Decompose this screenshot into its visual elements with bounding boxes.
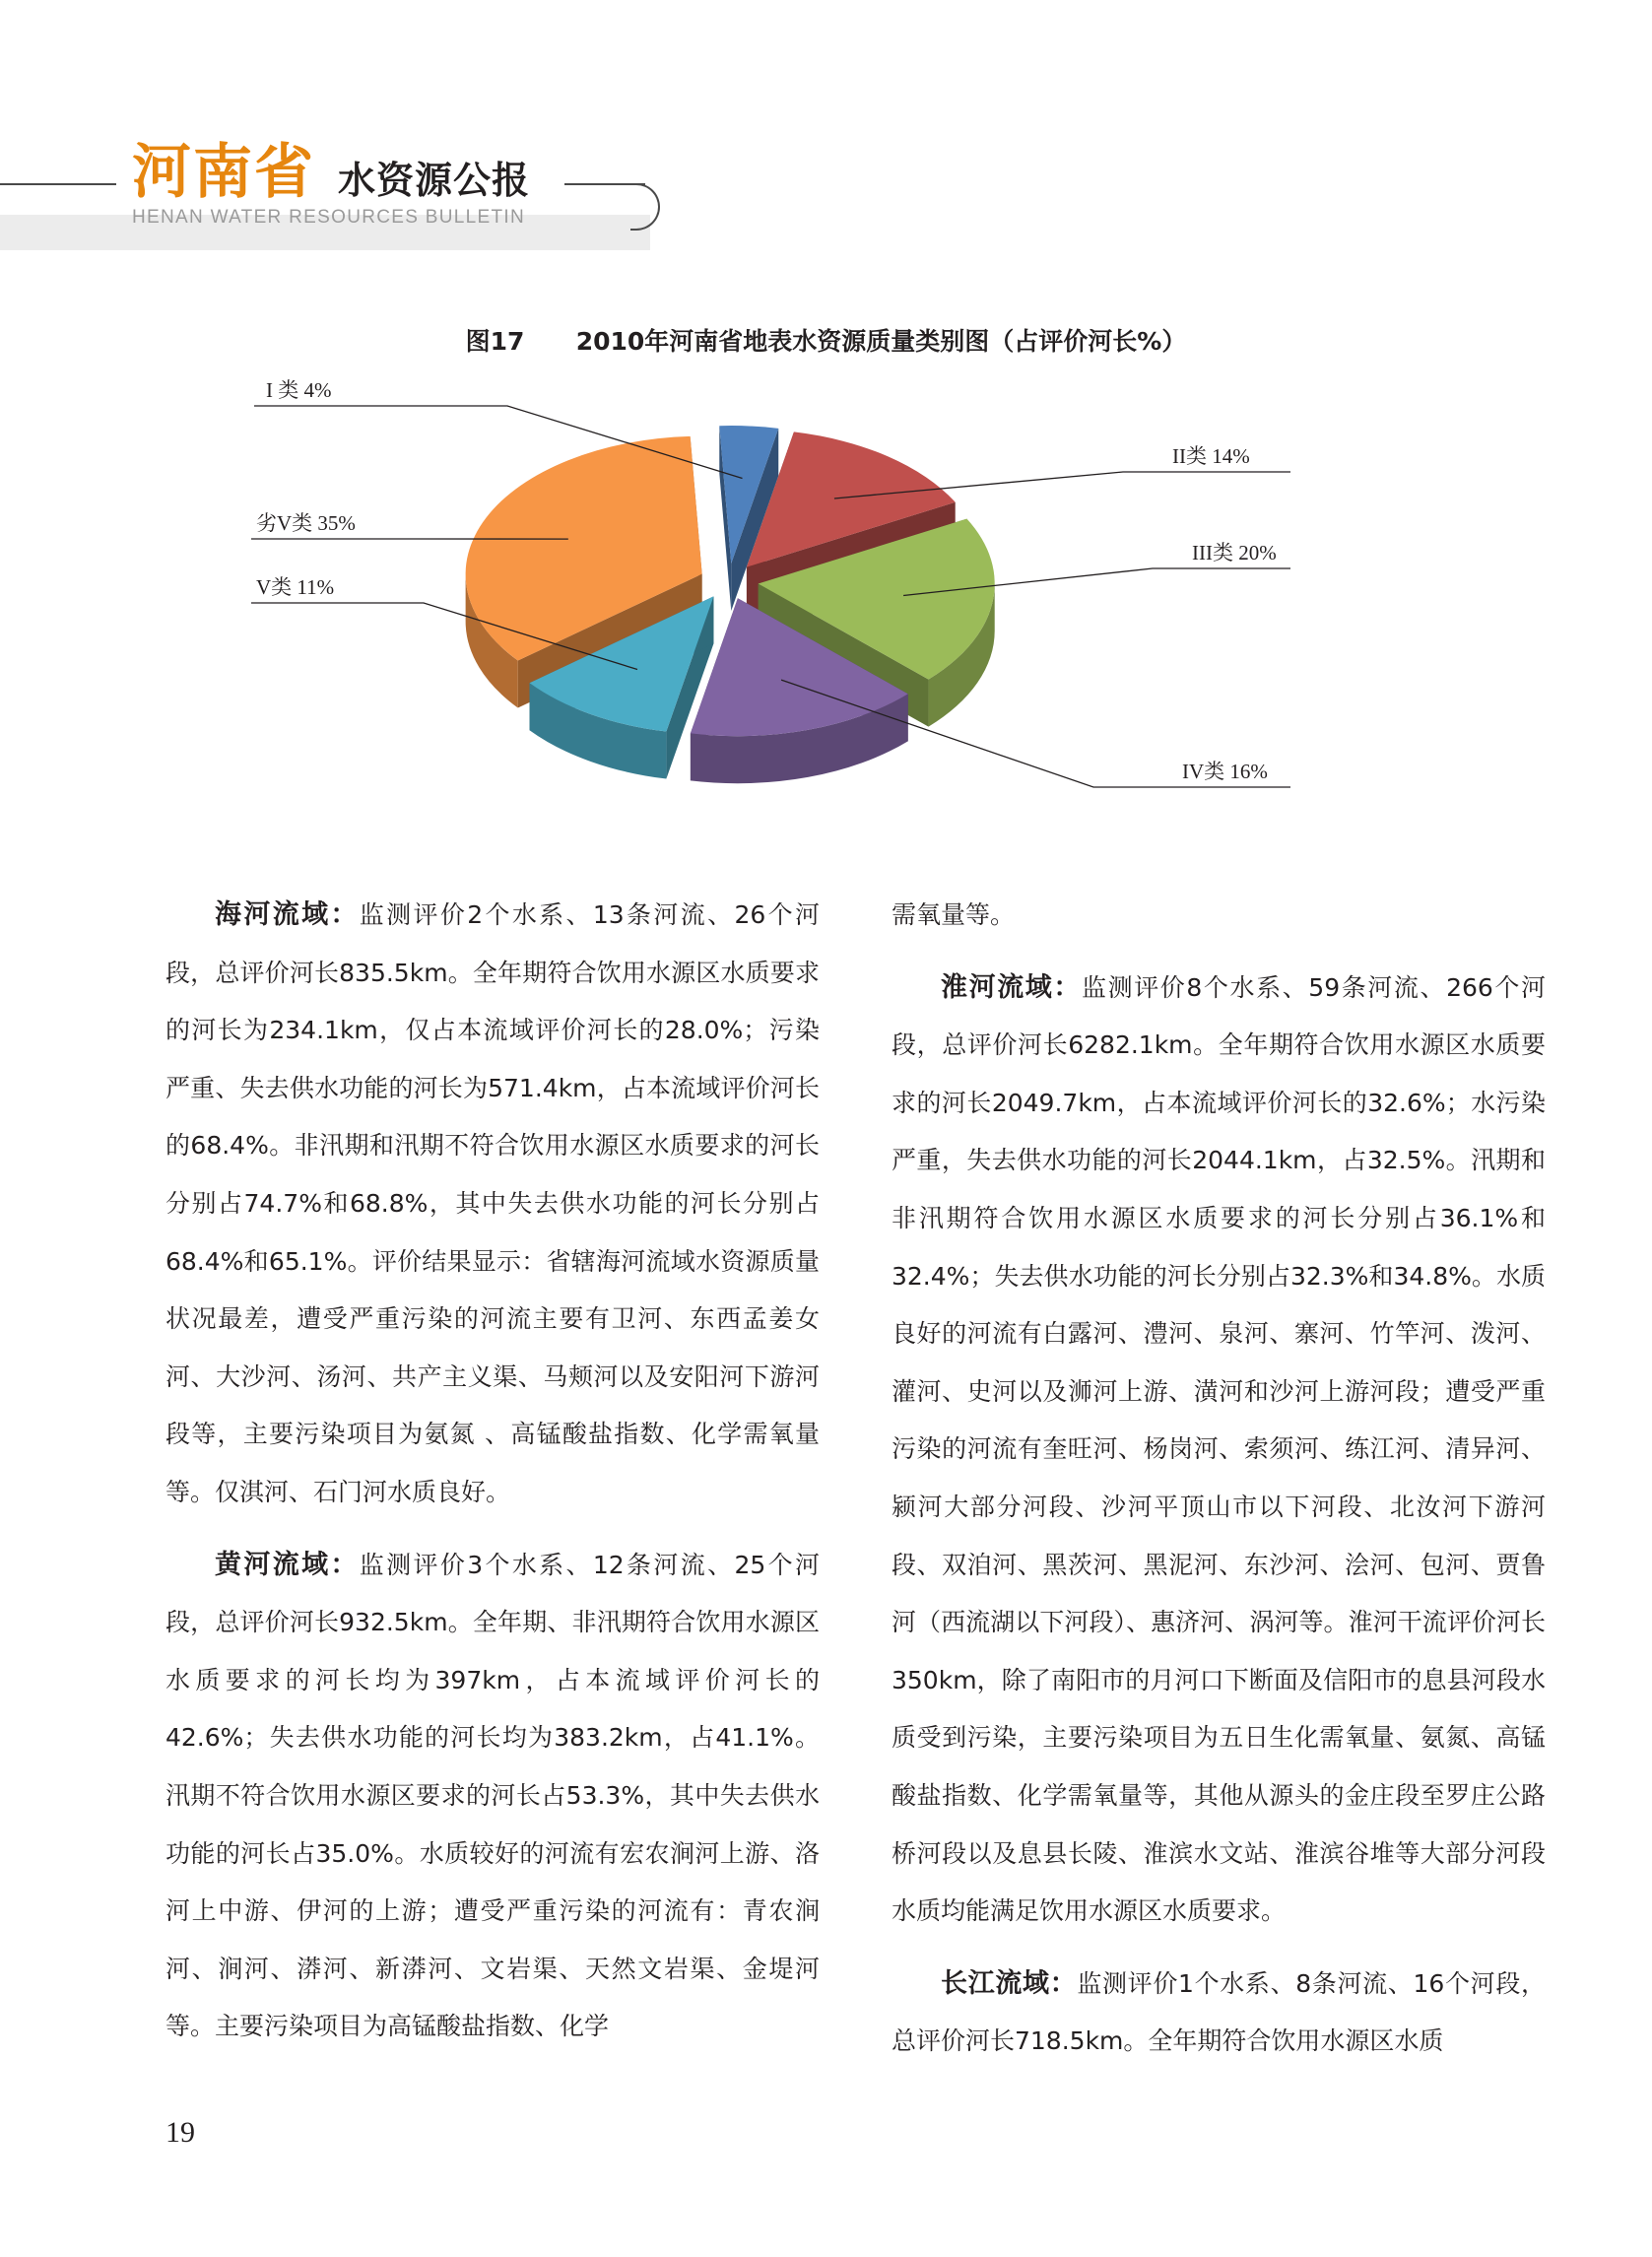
slice-label-0: I 类 4% [266,378,332,402]
slice-label-1: II类 14% [1172,444,1250,468]
figure-number: 图17 [465,327,525,356]
pie-side-faces [466,426,995,783]
body-huaihe: 监测评价8个水系、59条河流、266个河段，总评价河长6282.1km。全年期符合饮用水源区水质要求的河长2049.7km，占本流域评价河长的32.6%；水污染严重，失去供水功能的河长2044.1km，占32.5%。汛期和非汛期符合饮用水源区水质要求的河长分别占36.1%和32.4%；失去供水功能的河长分别占32.3%和34.8%。水质良好的河流有白露河、澧河、泉河、寨河、竹竿河、泼河、灌河、史河以及浉河上游、潢河和沙河上游河段；遭受严重污染的河流有奎旺河、杨岗河、索须河、练江河、清异河、颍河大部分河段、沙河平顶山市以下河段、北汝河下游河段、双洎河、黑茨河、黑泥河、东沙河、浍河、包河、贾鲁河（西流湖以下河段）、惠济河、涡河等。淮河干流评价河长350km，除了南阳市的月河口下断面及信阳市的息县河段水质受到污染，主要污染项目为五日生化需氧量、氨氮、高锰酸盐指数、化学需氧量等，其他从源头的金庄段至罗庄公路桥河段以及息县长陵、淮滨水文站、淮滨谷堆等大部分河段水质均能满足饮用水源区水质要求。 [892,972,1547,1926]
heading-huanghe: 黄河流域： [215,1549,360,1580]
paragraph-huaihe [892,960,1546,1941]
bulletin-subtitle: 水资源公报 [338,158,531,202]
figure-caption [0,322,1652,358]
paragraph-haihe [165,887,820,1522]
body-changjiang: 监测评价1个水系、8条河流、16个河段，总评价河长718.5km。全年期符合饮用水源区水质 [892,1968,1547,2056]
heading-changjiang: 长江流域： [941,1967,1078,1999]
heading-haihe: 海河流域： [215,899,360,930]
slice-label-5: 劣V类 35% [256,511,356,535]
paragraph-continued: 需氧量等。 [892,900,1016,929]
text-column-left [165,887,820,2056]
slice-label-2: III类 20% [1192,541,1277,564]
body-haihe: 监测评价2个水系、13条河流、26个河段，总评价河长835.5km。全年期符合饮用水源区水质要求的河长为234.1km，仅占本流域评价河长的28.0%；污染严重、失去供水功能的河长为571.4km，占本流域评价河长的68.4%。非汛期和汛期不符合饮用水源区水质要求的河长分别占74.7%和68.8%，其中失去供水功能的河长分别占68.4%和65.1%。评价结果显示：省辖海河流域水资源质量状况最差，遭受严重污染的河流主要有卫河、东西孟姜女河、大沙河、汤河、共产主义渠、马颊河以及安阳河下游河段等，主要污染项目为氨氮 、高锰酸盐指数、化学需氧量等。仅淇河、石门河水质良好。 [165,900,821,1506]
slice-label-3: IV类 16% [1182,760,1268,783]
text-column-right [892,887,1546,2071]
paragraph-changjiang [892,1956,1546,2071]
pie-chart [236,365,1340,857]
bulletin-english-title: HENAN WATER RESOURCES BULLETIN [132,207,525,228]
slice-label-4: V类 11% [256,575,335,599]
header-rule-curve [630,183,660,231]
paragraph-huanghe [165,1537,820,2056]
header-rule-left [0,183,116,185]
figure-title: 2010年河南省地表水资源质量类别图（占评价河长%） [575,327,1187,356]
bulletin-title: 河南省 [132,138,315,207]
body-huanghe: 监测评价3个水系、12条河流、25个河段，总评价河长932.5km。全年期、非汛期符合饮用水源区水质要求的河长均为397km，占本流域评价河长的42.6%；失去供水功能的河长均为383.2km，占41.1%。汛期不符合饮用水源区要求的河长占53.3%，其中失去供水功能的河长占35.0%。水质较好的河流有宏农涧河上游、洛河上中游、伊河的上游；遭受严重污染的河流有：青农涧河、涧河、漭河、新漭河、文岩渠、天然文岩渠、金堤河等。主要污染项目为高锰酸盐指数、化学 [165,1550,821,2041]
page-number: 19 [165,2116,195,2149]
heading-huaihe: 淮河流域： [941,971,1082,1003]
